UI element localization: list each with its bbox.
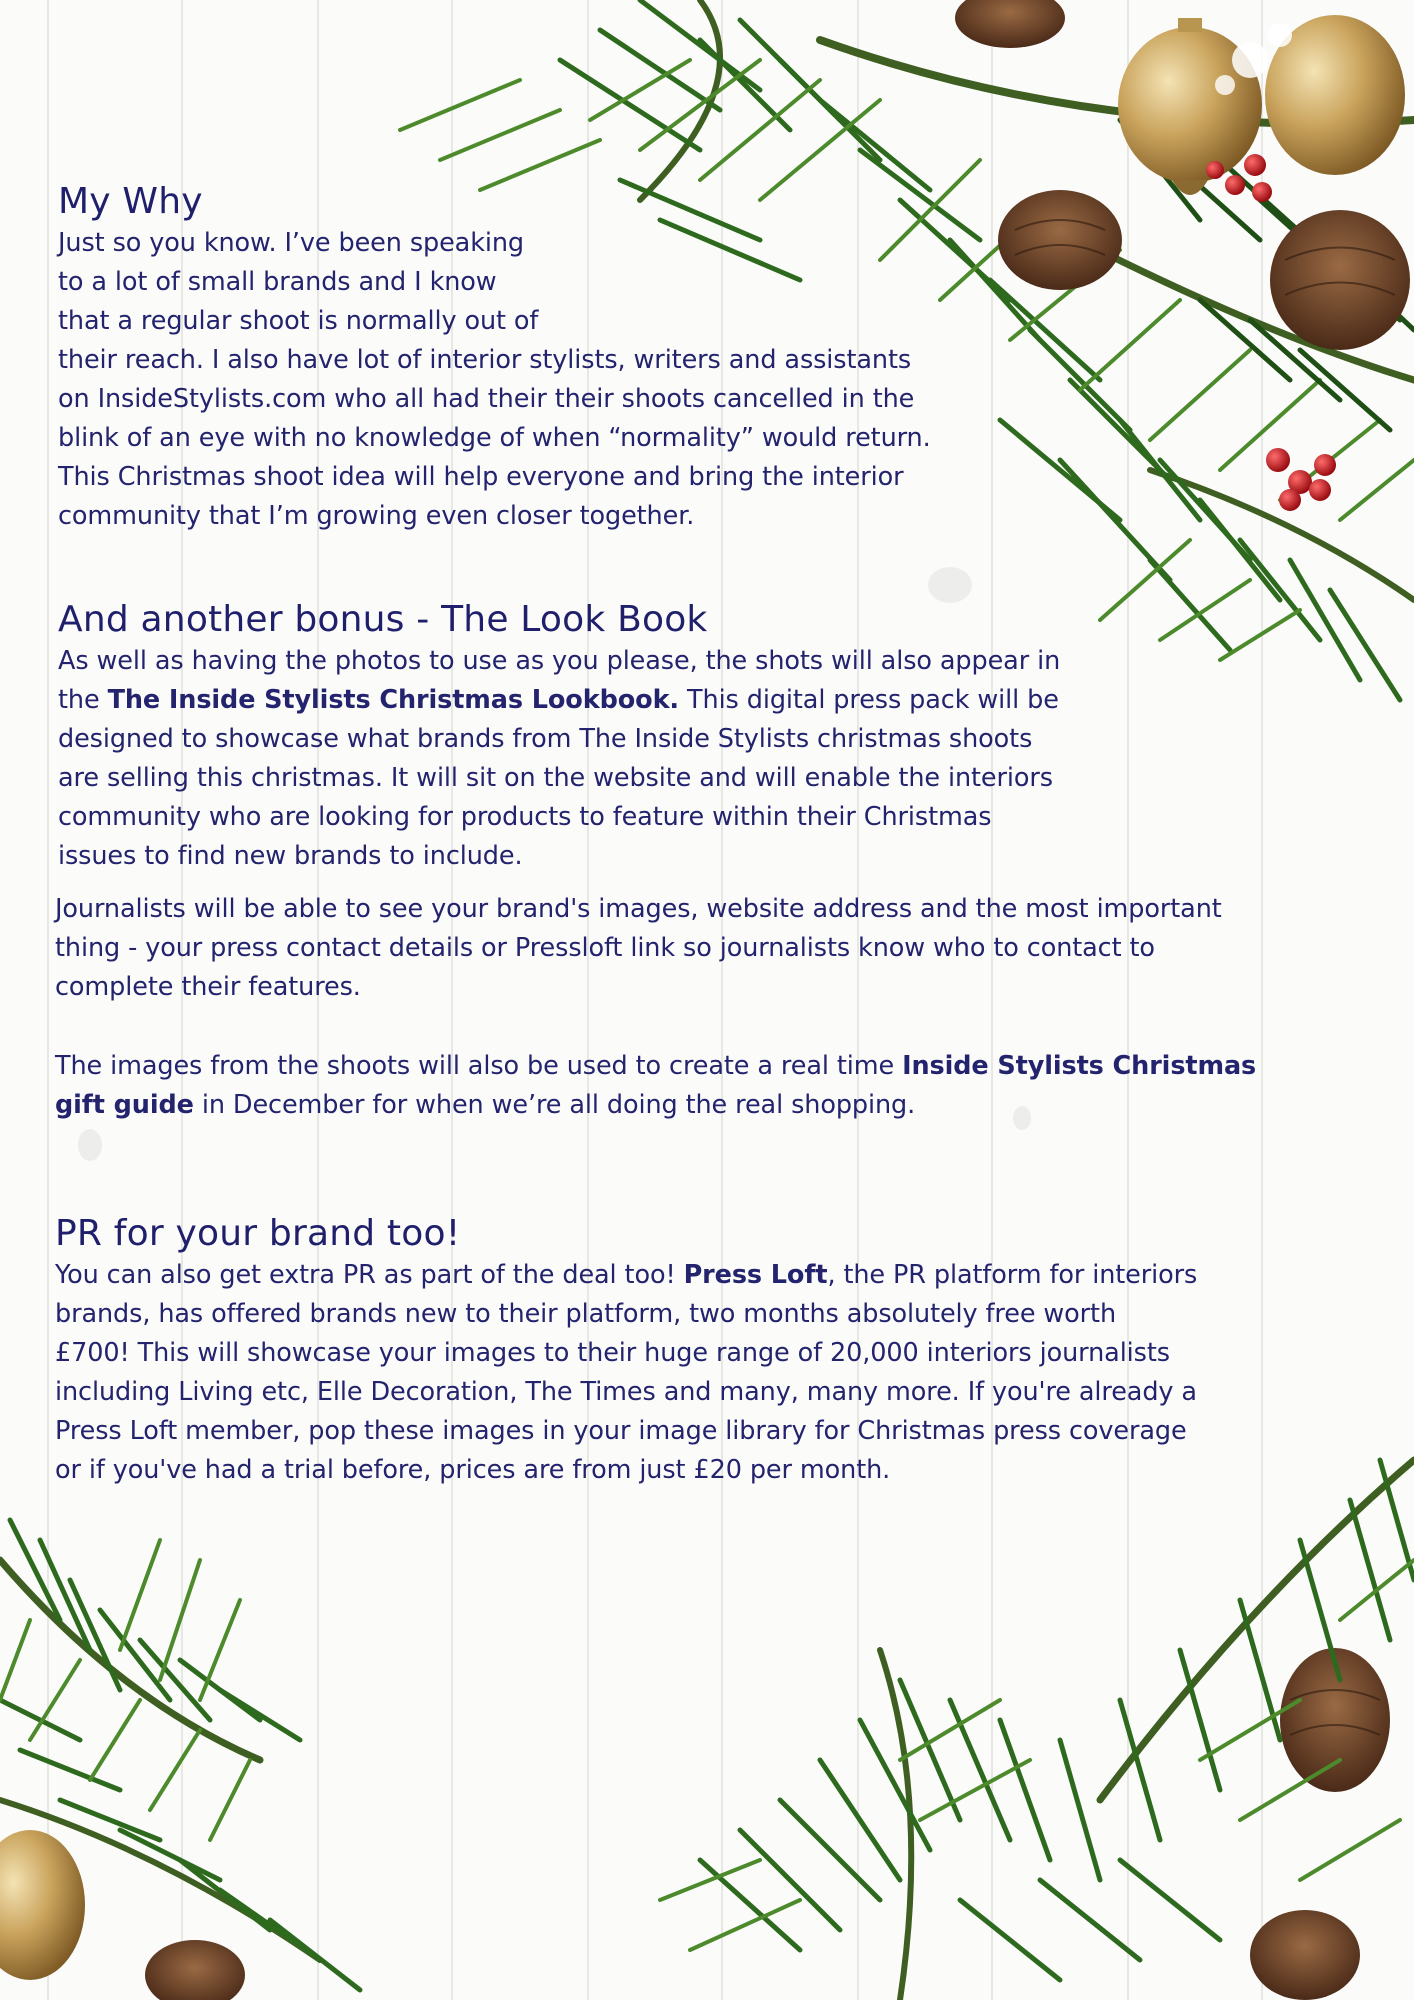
pr-paragraph: [55, 1256, 1395, 1490]
my-why-line: that a regular shoot is normally out of: [58, 306, 539, 336]
look-book-line: As well as having the photos to use as you please, the shots will also appear in: [58, 646, 1061, 676]
text-run: in December for when we’re all doing the real shopping.: [193, 1090, 916, 1120]
my-why-line: Just so you know. I’ve been speaking: [58, 228, 525, 258]
look-book-line: are selling this christmas. It will sit on the website and will enable the interiors: [58, 763, 1053, 793]
pr-line: [55, 1256, 1395, 1295]
section-my-why: [58, 180, 1058, 536]
section-pr: [55, 1212, 1395, 1490]
my-why-line: blink of an eye with no knowledge of when “normality” would return.: [58, 423, 931, 453]
my-why-line: This Christmas shoot idea will help everyone and bring the interior: [58, 462, 904, 492]
my-why-line: to a lot of small brands and I know: [58, 267, 497, 297]
text-run: , the PR platform for interiors: [827, 1260, 1198, 1290]
look-book-line: [58, 681, 1388, 720]
look-book-heading: And another bonus - The Look Book: [58, 599, 708, 640]
text-run: the: [58, 685, 108, 715]
text-run: The images from the shoots will also be used to create a real time: [55, 1051, 903, 1081]
gold-pine-cone: [0, 1830, 85, 1980]
text-run: You can also get extra PR as part of the deal too!: [55, 1260, 684, 1290]
my-why-heading: My Why: [58, 181, 203, 222]
look-book-line: designed to showcase what brands from The Inside Stylists christmas shoots: [58, 724, 1033, 754]
journalists-line: complete their features.: [55, 972, 361, 1002]
gift-guide-line: [55, 1086, 1395, 1125]
my-why-line: on InsideStylists.com who all had their their shoots cancelled in the: [58, 384, 915, 414]
my-why-line: community that I’m growing even closer together.: [58, 501, 695, 531]
section-look-book: [58, 598, 1388, 876]
pr-line: brands, has offered brands new to their platform, two months absolutely free worth: [55, 1299, 1117, 1329]
pr-heading: PR for your brand too!: [55, 1213, 461, 1254]
journalists-line: thing - your press contact details or Pressloft link so journalists know who to contact to: [55, 933, 1155, 963]
gift-guide-paragraph: [55, 1047, 1395, 1125]
look-book-line: issues to find new brands to include.: [58, 841, 523, 871]
look-book-paragraph: [58, 642, 1388, 876]
pr-line: or if you've had a trial before, prices are from just £20 per month.: [55, 1455, 891, 1485]
pr-line: £700! This will showcase your images to their huge range of 20,000 interiors journalists: [55, 1338, 1170, 1368]
press-loft-name: Press Loft: [683, 1260, 828, 1290]
lookbook-title: The Inside Stylists Christmas Lookbook.: [107, 685, 680, 715]
gift-guide-name: Inside Stylists Christmas: [902, 1051, 1257, 1081]
my-why-paragraph: [58, 224, 1058, 536]
pr-line: including Living etc, Elle Decoration, The Times and many, many more. If you're already a: [55, 1377, 1197, 1407]
gift-guide-line: [55, 1047, 1395, 1086]
journalists-line: Journalists will be able to see your brand's images, website address and the most important: [55, 894, 1222, 924]
my-why-line: their reach. I also have lot of interior stylists, writers and assistants: [58, 345, 912, 375]
pr-line: Press Loft member, pop these images in your image library for Christmas press coverage: [55, 1416, 1187, 1446]
look-book-line: community who are looking for products to feature within their Christmas: [58, 802, 992, 832]
text-run: This digital press pack will be: [679, 685, 1059, 715]
gift-guide-name: gift guide: [55, 1090, 194, 1120]
journalists-paragraph: [55, 890, 1395, 1007]
